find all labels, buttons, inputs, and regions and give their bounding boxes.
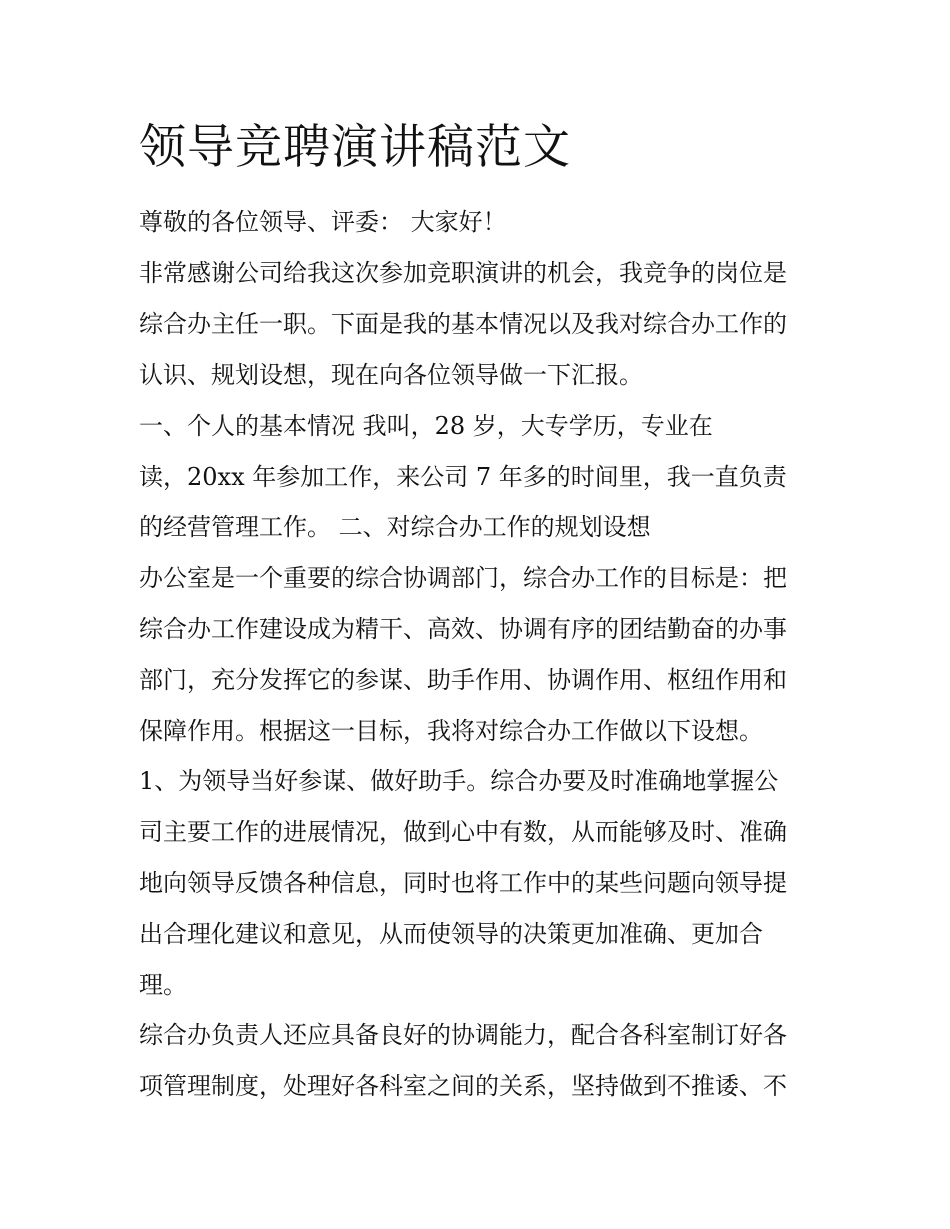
text-line: 出合理化建议和意见，从而使领导的决策更加准确、更加合	[139, 920, 763, 948]
document-title: 领导竞聘演讲稿范文	[139, 120, 571, 175]
text-line: 综合办负责人还应具备良好的协调能力，配合各科室制订好各	[139, 1021, 787, 1049]
text-line: 综合办工作建设成为精干、高效、协调有序的团结勤奋的办事	[139, 615, 787, 643]
text-line: 项管理制度，处理好各科室之间的关系，坚持做到不推诿、不	[139, 1072, 787, 1100]
text-line: 的经营管理工作。 二、对综合办工作的规划设想	[139, 513, 651, 541]
text-line: 1、为领导当好参谋、做好助手。综合办要及时准确地掌握公	[139, 767, 779, 795]
text-line: 部门，充分发挥它的参谋、助手作用、协调作用、枢纽作用和	[139, 666, 787, 694]
text-line: 地向领导反馈各种信息，同时也将工作中的某些问题向领导提	[139, 869, 787, 897]
text-line: 综合办主任一职。下面是我的基本情况以及我对综合办工作的	[139, 310, 787, 338]
text-line: 非常感谢公司给我这次参加竞职演讲的机会，我竞争的岗位是	[139, 259, 787, 287]
text-line: 保障作用。根据这一目标，我将对综合办工作做以下设想。	[139, 717, 763, 745]
text-line: 认识、规划设想，现在向各位领导做一下汇报。	[139, 361, 643, 389]
text-line: 理。	[139, 971, 187, 999]
text-line: 读，20xx 年参加工作，来公司 7 年多的时间里，我一直负责	[139, 463, 787, 491]
text-line: 办公室是一个重要的综合协调部门，综合办工作的目标是：把	[139, 564, 787, 592]
text-line-greeting: 尊敬的各位领导、评委： 大家好！	[139, 208, 507, 236]
text-line: 司主要工作的进展情况，做到心中有数，从而能够及时、准确	[139, 818, 787, 846]
text-line: 一、个人的基本情况 我叫，28 岁，大专学历，专业在	[139, 412, 713, 440]
